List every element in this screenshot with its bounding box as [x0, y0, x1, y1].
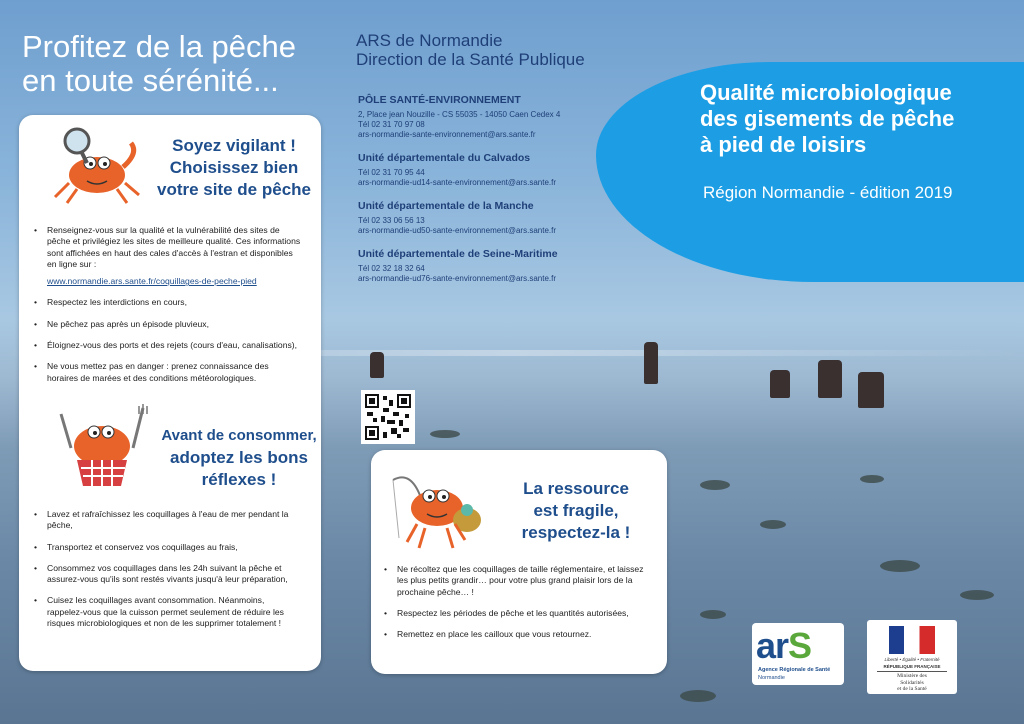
contact-calvados — [358, 151, 598, 188]
section2-title-line3: réflexes ! — [201, 470, 277, 489]
list-item: • Respectez les interdictions en cours, — [29, 297, 301, 308]
section3-list — [379, 564, 651, 650]
ars-logo-line2: Normandie — [758, 675, 785, 681]
section1-list — [29, 225, 301, 394]
section3-title-line1: La ressource — [523, 479, 629, 498]
org-line1: ARS de Normandie — [356, 31, 503, 50]
contact-seine-maritime — [358, 247, 598, 284]
contact-name: PÔLE SANTÉ-ENVIRONNEMENT — [358, 94, 521, 106]
rf-ministry-line1: Ministère des — [897, 673, 927, 679]
ars-logo-s: S — [788, 625, 812, 666]
section2-list — [29, 509, 301, 639]
list-item: • Transportez et conservez vos coquillages au frais, — [29, 542, 301, 553]
advice-panel-right — [371, 450, 667, 674]
advice-panel-left — [19, 115, 321, 671]
ars-logo-text — [756, 625, 811, 667]
section1-title — [149, 135, 319, 201]
contact-phone: Tél 02 31 70 97 08 — [358, 120, 425, 129]
headline-line1: Profitez de la pêche — [22, 29, 297, 64]
contact-email[interactable]: ars-normandie-sante-environnement@ars.sante.fr — [358, 130, 536, 139]
rock — [880, 560, 920, 572]
contact-name: Unité départementale du Calvados — [358, 152, 531, 164]
main-title-line3: à pied de loisirs — [700, 132, 867, 157]
person-silhouette — [858, 372, 884, 408]
headline — [22, 30, 322, 98]
list-item: • Cuisez les coquillages avant consommation. Néanmoins, rappelez-vous que la cuisson permet seulement de réduire les risques microbiologiques et non de les supprimer totalement ! — [29, 595, 301, 629]
section3-title — [501, 478, 651, 544]
ars-logo-line1: Agence Régionale de Santé — [758, 667, 831, 673]
rock — [960, 590, 994, 600]
list-item: • Consommez vos coquillages dans les 24h suivant la pêche et assurez-vous qu'ils sont restés vivants jusqu'à leur préparation, — [29, 563, 301, 586]
contact-email[interactable]: ars-normandie-ud76-sante-environnement@ars.sante.fr — [358, 274, 556, 283]
list-item: • Remettez en place les cailloux que vous retournez. — [379, 629, 651, 640]
list-item: • Lavez et rafraîchissez les coquillages à l'eau de mer pendant la pêche, — [29, 509, 301, 532]
section3-title-line2: est fragile, — [533, 501, 619, 520]
person-silhouette — [818, 360, 842, 398]
crab-fishing-icon — [381, 468, 491, 558]
contact-list — [358, 93, 598, 295]
list-item: • Éloignez-vous des ports et des rejets (cours d'eau, canalisations), — [29, 340, 301, 351]
contact-sante-environnement — [358, 93, 598, 140]
ars-logo — [752, 623, 844, 685]
rf-name: RÉPUBLIQUE FRANÇAISE — [883, 664, 941, 669]
rf-ministry — [867, 673, 957, 693]
contact-manche — [358, 199, 598, 236]
section1-title-line3: votre site de pêche — [156, 180, 311, 199]
qr-code-icon[interactable] — [361, 390, 415, 444]
republique-francaise-logo — [867, 620, 957, 694]
org-line2: Direction de la Santé Publique — [356, 50, 585, 69]
main-title-line1: Qualité microbiologique — [700, 80, 952, 105]
section1-title-line2: Choisissez bien — [169, 158, 299, 177]
crab-cutlery-icon — [47, 398, 157, 493]
contact-phone: Tél 02 33 06 56 13 — [358, 216, 425, 225]
list-item — [29, 225, 301, 287]
ars-logo-letters: ar — [756, 625, 789, 666]
contact-phone: Tél 02 32 18 32 64 — [358, 264, 425, 273]
section1-bullet1: Renseignez-vous sur la qualité et la vulnérabilité des sites de pêche et privilégiez les sites de meilleure qualité. Ces informations sont affichées en haut des cales d'accès à l'estran et disponibles en ligne sur : — [47, 225, 301, 269]
subtitle: Région Normandie - édition 2019 — [703, 183, 953, 202]
section1-title-line1: Soyez vigilant ! — [172, 136, 296, 155]
contact-name: Unité départementale de la Manche — [358, 200, 534, 212]
person-silhouette — [770, 370, 790, 398]
marianne-flag-icon — [889, 626, 935, 654]
section3-title-line3: respectez-la ! — [521, 523, 631, 542]
rock — [700, 480, 730, 490]
rf-ministry-line2: Solidarités — [900, 679, 924, 686]
section2-title-line2: adoptez les bons — [170, 448, 308, 467]
crab-magnifier-icon — [47, 123, 147, 208]
rock — [430, 430, 460, 438]
contact-name: Unité départementale de Seine-Maritime — [358, 248, 558, 260]
rock — [760, 520, 786, 529]
list-item: • Ne récoltez que les coquillages de taille réglementaire, et laissez les plus petits grandir… pour votre plus grand plaisir lors de la prochaine pêche… ! — [379, 564, 651, 598]
coquillages-link[interactable]: www.normandie.ars.sante.fr/coquillages-de-peche-pied — [47, 276, 257, 287]
rf-ministry-line3: et de la Santé — [897, 686, 927, 692]
contact-email[interactable]: ars-normandie-ud14-sante-environnement@ars.sante.fr — [358, 178, 556, 187]
rock — [680, 690, 716, 702]
person-silhouette — [644, 342, 658, 384]
rock — [860, 475, 884, 483]
contact-phone: Tél 02 31 70 95 44 — [358, 168, 425, 177]
main-title — [700, 80, 1010, 158]
list-item: • Ne vous mettez pas en danger : prenez connaissance des horaires de marées et des conditions météorologiques. — [29, 361, 301, 384]
main-title-line2: des gisements de pêche — [700, 106, 955, 131]
section2-title-line1: Avant de consommer, — [161, 427, 317, 444]
person-silhouette — [370, 352, 384, 378]
section2-title — [157, 425, 321, 491]
contact-address: 2, Place jean Nouzille - CS 55035 - 14050 Caen Cedex 4 — [358, 110, 561, 119]
organization-name — [356, 31, 585, 69]
list-item: • Ne pêchez pas après un épisode pluvieux, — [29, 319, 301, 330]
headline-line2: en toute sérénité... — [22, 63, 279, 98]
rock — [700, 610, 726, 619]
divider — [877, 671, 947, 672]
list-item: • Respectez les périodes de pêche et les quantités autorisées, — [379, 608, 651, 619]
contact-email[interactable]: ars-normandie-ud50-sante-environnement@ars.sante.fr — [358, 226, 556, 235]
rf-motto: Liberté • Égalité • Fraternité — [884, 657, 940, 662]
